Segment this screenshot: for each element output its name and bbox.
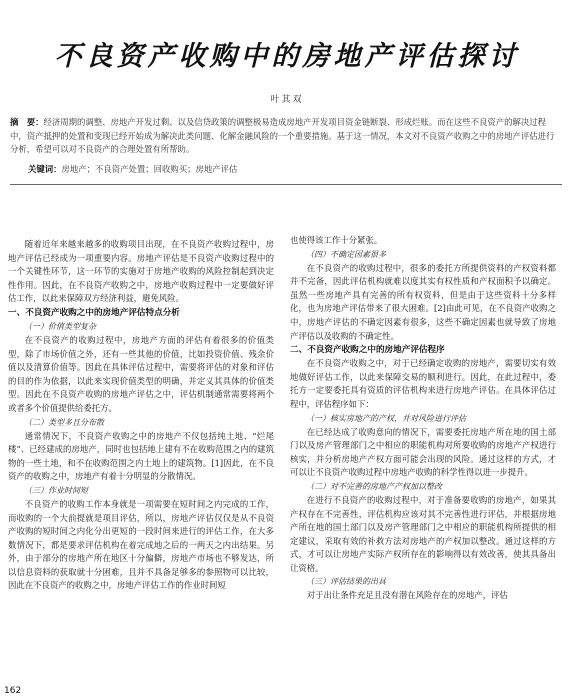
page-number: 162 — [4, 686, 22, 696]
subsection-heading: （二）对不完善的房地产产权加以整改 — [306, 481, 442, 491]
paragraph: 通常情况下，不良资产收购之中的房地产不仅包括纯土地、“烂尾楼”、已经建成的房地产，同时也包括地上建有不在收购范围之内的建筑物的一些土地，和不在收购范围之内土地上的建筑物。[1]因此，在不良资产的收购之中，房地产有着十分明显的分散情况。 — [8, 430, 274, 482]
subsection-heading: （四）不确定因素很多 — [306, 249, 386, 259]
author-name: 叶其双 — [270, 95, 304, 105]
section-heading: 一、不良资产收购之中的房地产评估特点分析 — [8, 307, 180, 318]
keywords — [28, 163, 562, 177]
abstract-text: 经济周期的调整、房地产开发过剩、以及信贷政策的调整极易造成房地产开发项目资金链断裂、形成烂账。而在这些不良资产的解决过程中，资产抵押的处置和变现已经开始成为解决此类问题、化解金融风险的一个重要措施。基于这一情况，本文对不良资产收购之中的房地产评估进行分析，希望可以对不良资产的合理处置有所帮助。 — [10, 117, 555, 154]
paragraph: 对于出让条件充足且没有潜在风险存在的房地产，评估 — [306, 590, 508, 601]
subsection-heading: （三）作业时间短 — [24, 485, 88, 495]
paragraph: 也使得该工作十分紧张。 — [290, 235, 383, 245]
left-column — [8, 238, 274, 593]
abstract-label: 摘 要： — [10, 117, 44, 127]
paragraph: 在已经达成了收购意向的情况下，需要委托房地产所在地的国土部门以及房产管理部门之中相应的职能机构对所要收购的房地产产权进行核实，并分析房地产产权方面可能会出现的风险。通过这样的方式，才可以让不良资产收购过程中房地产收购的科学性得以进一步提升。 — [290, 426, 556, 478]
paragraph: 在不良资产的收购过程中，房地产方面的评估有着很多的价值类型，除了市场价值之外，还有一些其他的价值，比如投资价值、残余价值以及清算价值等。因此在具体评估过程中，需要将评估的对象和评估的目的作为依据，以此来实现价值类型的明确，并定义其具体的价值类型。因此在不良资产收购的房地产评估之中，评估机制通常需要将两个或者多个价值提供给委托方。 — [8, 334, 274, 413]
paragraph: 随着近年来越来越多的收购项目出现，在不良资产收购过程中，房地产评估已经成为一项重要内容。房地产评估是不良资产收购过程中的一个关键性环节，这一环节的实施对于房地产收购的风险控制起到决定性作用。因此，在不良资产收购之中，房地产收购过程中一定要做好评估工作，以此来保障双方经济利益，避免风险。 — [8, 239, 274, 304]
subsection-heading: （二）类型多且分布散 — [24, 417, 104, 427]
paragraph: 在进行不良资产的收购过程中，对于准备要收购的房地产，如果其产权存在不完善性，评估机构应该对其不完善性进行评估，并根据房地产所在地的国土部门以及房产管理部门之中相应的职能机构所提供的相定建议，采取有效的补救方法对房地产的产权加以整改。通过这样的方式，才可以让房地产实际产权所存在的影响得以有效改善，使其具备出让资格。 — [290, 494, 556, 573]
subsection-heading: （一）核实房地产的产权，并对风险进行评估 — [306, 413, 466, 423]
abstract — [10, 116, 562, 157]
section-heading: 二、不良资产收购之中的房地产评估程序 — [290, 345, 445, 356]
keywords-label: 关键词： — [28, 164, 62, 174]
article-title: 不良资产收购中的房地产评估探讨 — [54, 41, 520, 72]
paragraph: 不良资产的收购工作本身就是一项需要在短时间之内完成的工作，而收购的一个大前提就是项目评估，所以，房地产评估仅仅是从不良资产收购的短时间之内化分出更短的一段时间来进行的评估工作，在大多数情况下，都是要求评估机构在着完成地之后的一两天之内出结果。另外，由于部分的房地产所在地区十分偏僻，房地产市场也不够发达，所以信息资料的获取就十分困难，且并不具备足够多的参照物可以比较，因此在不良资产的收购之中，房地产评估工作的作业时间短 — [8, 498, 274, 591]
header-divider — [10, 184, 562, 185]
paragraph: 在不良资产收购之中，对于已经确定收购的房地产，需要切实有效地做好评估工作，以此来保障交易的顺利进行。因此，在此过程中，委托方一定要委托具有资质的评估机构来进行房地产评估。在具体评估过程中，评估程序如下： — [290, 358, 556, 409]
subsection-heading: （三）评估结果的出具 — [306, 577, 386, 587]
subsection-heading: （一）价值类型复杂 — [24, 321, 96, 331]
paragraph: 在不良资产的收购过程中，很多的委托方所提供资料的产权资料都并不完备，因此评估机构就难以度其实有权性质和产权面积予以确定。虽然一些房地产具有完善的所有权资料，但是由于这些资料十分多样化，也为房地产评估带来了很大困难。[2]由此可见，在不良资产收购之中，房地产评估的不确定因素有很多，这些不确定因素也就导致了房地产评估以及收购的不确定性。 — [290, 262, 556, 341]
keywords-text: 房地产；不良资产处置；回收购买；房地产评估 — [61, 164, 238, 174]
right-column — [290, 234, 556, 603]
